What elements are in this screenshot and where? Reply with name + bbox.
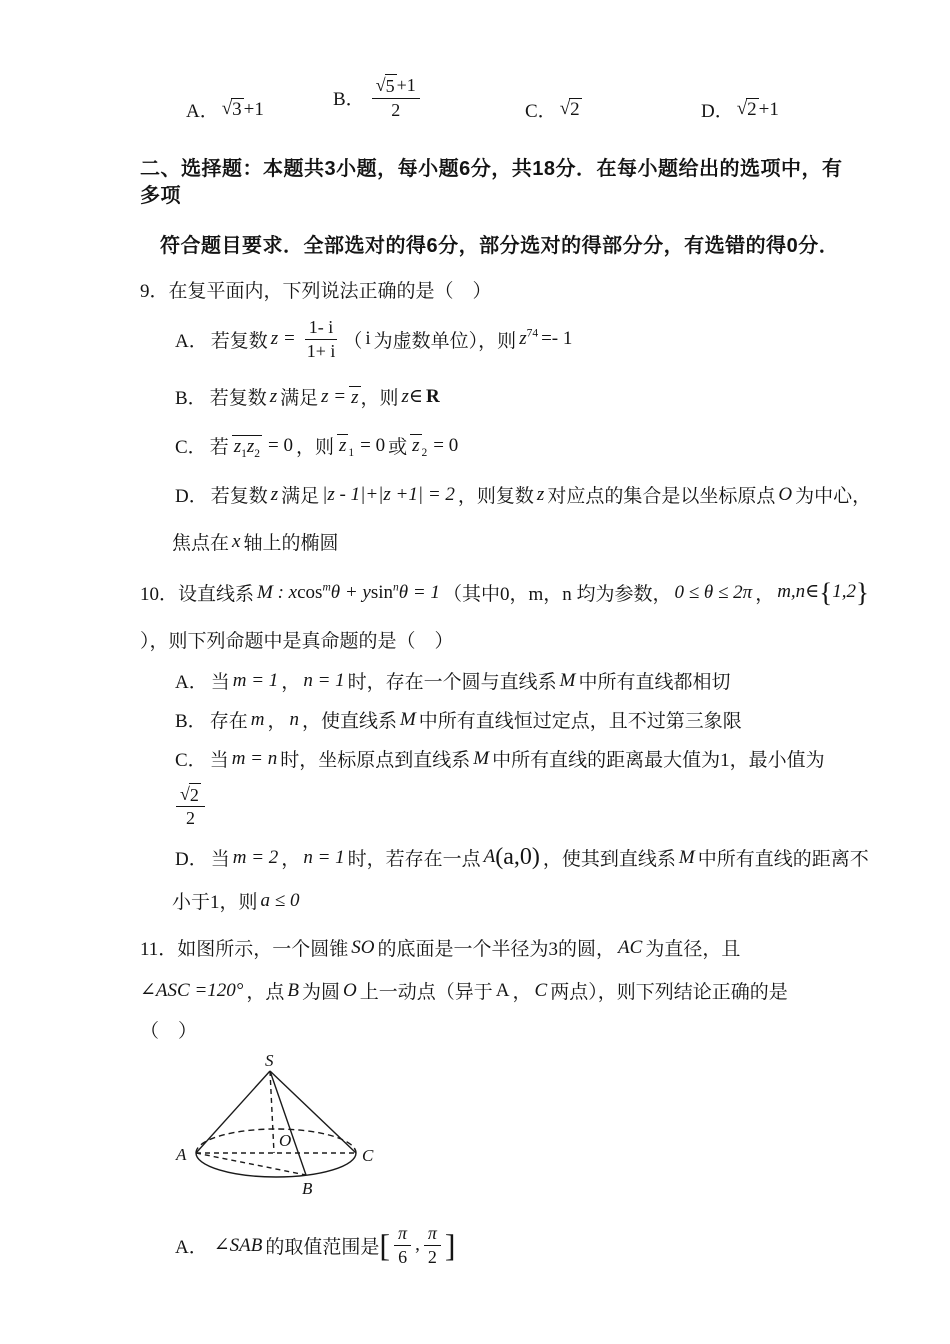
cos-function: cos bbox=[297, 581, 323, 603]
fraction-numerator: π bbox=[394, 1222, 411, 1246]
fraction-sqrt2-over-2 bbox=[176, 783, 205, 830]
subscript: 1 bbox=[241, 447, 247, 460]
text-run: 时，若存在一点 bbox=[347, 849, 481, 870]
q10-option-b bbox=[172, 706, 856, 733]
math-token: θ = 1 bbox=[398, 581, 440, 603]
math-tail: +1 bbox=[243, 98, 264, 120]
q10-option-d-wrap bbox=[172, 887, 856, 914]
fraction-pi-over-6 bbox=[394, 1222, 411, 1268]
radical-sign: √ bbox=[221, 98, 233, 119]
radicand: 3 bbox=[232, 99, 242, 120]
text-run: 10．设直线系 bbox=[140, 584, 255, 605]
system-M: M bbox=[473, 747, 490, 769]
math-token: z = bbox=[270, 328, 296, 349]
math-token: i bbox=[365, 328, 371, 349]
variable-z: z bbox=[269, 385, 278, 407]
ellipse-back-arc bbox=[196, 1129, 356, 1153]
variable-z: z bbox=[536, 483, 545, 505]
option-label: B． bbox=[333, 89, 365, 110]
angle-SAB: ∠SAB bbox=[213, 1234, 263, 1256]
radical-sign: √ bbox=[559, 98, 571, 119]
right-brace: } bbox=[855, 577, 869, 608]
text-run: 存在 bbox=[209, 711, 248, 732]
text-run: 为中心， bbox=[795, 486, 872, 507]
text-run: （ bbox=[343, 330, 363, 352]
conjugate-z1 bbox=[337, 434, 354, 457]
text-run: 为虚数单位），则 bbox=[373, 330, 517, 352]
text-run: 当 bbox=[210, 672, 230, 693]
text-run: ， bbox=[512, 982, 532, 1003]
text-run: 时，存在一个圆与直线系 bbox=[347, 672, 557, 693]
edge-SA bbox=[196, 1071, 270, 1153]
variable-z: z bbox=[246, 435, 255, 457]
text-run: 中所有直线的距离最大值为1，最小值为 bbox=[492, 750, 825, 771]
q10-option-d bbox=[172, 844, 869, 871]
option-label: D． bbox=[175, 486, 208, 507]
text-run: 若复数 bbox=[210, 330, 268, 352]
text-run: 若 bbox=[209, 437, 229, 458]
math-token: m = 1 bbox=[232, 669, 279, 691]
text-run: 时，坐标原点到直线系 bbox=[280, 750, 471, 771]
system-M: M bbox=[678, 846, 695, 868]
ellipse-front-arc bbox=[196, 1153, 356, 1177]
cone-figure bbox=[158, 1053, 408, 1205]
text-run: ，则 bbox=[295, 437, 334, 458]
point-C: C bbox=[534, 979, 548, 1001]
cone-figure-container bbox=[158, 1053, 856, 1211]
point-O: O bbox=[343, 979, 357, 1001]
math-token: n bbox=[289, 708, 299, 730]
question10-stem-line2: ），则下列命题中是真命题的是（ ） bbox=[140, 631, 454, 652]
radicand: 2 bbox=[570, 99, 580, 120]
fraction-numerator: π bbox=[424, 1222, 441, 1246]
text-run: ， bbox=[755, 584, 775, 605]
text-run: 中所有直线都相切 bbox=[578, 672, 731, 693]
question9-options bbox=[140, 313, 872, 555]
radical-sign: √ bbox=[375, 75, 386, 95]
math-token: = 0 bbox=[268, 434, 293, 456]
text-run: 满足 bbox=[280, 388, 319, 409]
question11-options bbox=[140, 1219, 856, 1271]
text-run: 当 bbox=[209, 750, 229, 771]
math-token: m = n bbox=[231, 747, 278, 769]
section2-heading-line1: 二、选择题：本题共3小题，每小题6分，共18分．在每小题给出的选项中，有多项 bbox=[140, 158, 843, 207]
point-A bbox=[484, 846, 540, 869]
math-token: M : x bbox=[257, 581, 298, 603]
left-bracket: [ bbox=[379, 1226, 391, 1263]
fraction-denominator: 2 bbox=[427, 1246, 437, 1267]
math-token: n = 1 bbox=[303, 669, 345, 691]
variable-z: z bbox=[519, 328, 527, 349]
sqrt-expression bbox=[376, 74, 397, 98]
text-run: 为直径，且 bbox=[645, 939, 741, 960]
text-run: 若复数 bbox=[209, 388, 267, 409]
math-token: n = 1 bbox=[303, 846, 345, 868]
fraction-denominator: 1+ i bbox=[306, 340, 336, 361]
text-run: 两点），则下列结论正确的是 bbox=[550, 982, 788, 1003]
option-label: A． bbox=[186, 101, 219, 122]
variable-z: z bbox=[233, 435, 242, 457]
sqrt-expression bbox=[737, 98, 759, 121]
section2-heading-line2: 符合题目要求．全部选对的得6分，部分选对的得部分分，有选错的得0分． bbox=[160, 235, 840, 257]
axis-SO bbox=[270, 1071, 274, 1153]
diameter-AC: AC bbox=[618, 936, 643, 958]
q8-option-c bbox=[522, 96, 582, 123]
conjugate-product bbox=[232, 435, 262, 460]
question10-stem bbox=[140, 577, 869, 608]
text-run: 若复数 bbox=[210, 486, 268, 507]
option-label: C． bbox=[525, 101, 557, 122]
chord-AB bbox=[196, 1153, 306, 1175]
right-bracket: ] bbox=[444, 1226, 456, 1263]
q11-option-a bbox=[172, 1219, 856, 1271]
sin-function: sin bbox=[370, 581, 394, 603]
text-run: 或 bbox=[388, 437, 408, 458]
question10-options bbox=[140, 667, 869, 914]
fraction-denominator: 6 bbox=[398, 1246, 408, 1267]
radicand: 5 bbox=[385, 76, 395, 96]
option-label: A． bbox=[175, 1236, 208, 1258]
coordinates: (a,0) bbox=[495, 844, 540, 871]
option-label: D． bbox=[701, 101, 734, 122]
question8-options-row bbox=[0, 74, 950, 140]
theta-range: 0 ≤ θ ≤ 2π bbox=[674, 581, 753, 603]
option-label: C． bbox=[175, 750, 207, 771]
math-token: |z - 1|+|z +1| = 2 bbox=[322, 483, 455, 505]
text-run: 满足 bbox=[281, 486, 320, 507]
math-token: m = 2 bbox=[232, 846, 279, 868]
math-token: m bbox=[250, 708, 265, 730]
text-run: 焦点在 bbox=[172, 533, 230, 554]
text-run: 当 bbox=[210, 849, 230, 870]
line-system-formula bbox=[257, 582, 440, 604]
variable-x: x bbox=[232, 530, 241, 552]
math-token: θ + y bbox=[330, 581, 371, 603]
math-tail: +1 bbox=[758, 98, 779, 120]
text-run: 为圆 bbox=[302, 982, 341, 1003]
text-run: ， bbox=[267, 711, 287, 732]
exponent-n: n bbox=[393, 581, 399, 594]
subscript: 1 bbox=[348, 446, 355, 459]
radicand: 2 bbox=[189, 784, 199, 805]
option-label: B． bbox=[175, 711, 207, 732]
fraction-numerator bbox=[372, 74, 420, 99]
label-A: A bbox=[176, 1145, 187, 1164]
fraction bbox=[372, 74, 420, 121]
text-run: ， bbox=[281, 672, 301, 693]
math-token: a ≤ 0 bbox=[260, 889, 300, 911]
text-run: 上一动点（异于 bbox=[359, 982, 493, 1003]
radical-sign: √ bbox=[180, 783, 190, 804]
fraction-numerator: 1- i bbox=[305, 316, 338, 340]
sqrt-expression bbox=[222, 98, 244, 121]
label-B: B bbox=[302, 1179, 313, 1198]
interval-comma: , bbox=[415, 1234, 420, 1255]
q8-option-d bbox=[698, 96, 779, 123]
option-label: D． bbox=[175, 849, 208, 870]
exam-page-content bbox=[140, 156, 872, 1271]
q9-option-c bbox=[172, 432, 856, 459]
left-brace: { bbox=[819, 577, 833, 608]
text-run: ，则 bbox=[360, 388, 399, 409]
fraction-numerator bbox=[176, 783, 205, 808]
math-token: z = bbox=[321, 385, 347, 407]
math-token: = 0 bbox=[360, 434, 386, 456]
radicand: 2 bbox=[747, 99, 757, 120]
text-run: ，点 bbox=[246, 982, 285, 1003]
math-token: z∈ bbox=[401, 386, 423, 407]
conjugate-z: z bbox=[339, 435, 347, 456]
angle-ASC: ∠ASC =120° bbox=[140, 980, 244, 1001]
q9-option-a bbox=[172, 313, 856, 365]
text-run: 中所有直线恒过定点，且不过第三象限 bbox=[418, 711, 742, 732]
conjugate-z: z bbox=[351, 386, 359, 408]
exponent-m: m bbox=[322, 581, 331, 594]
label-S: S bbox=[265, 1053, 274, 1070]
option-label: A． bbox=[175, 330, 208, 352]
point-B: B bbox=[287, 979, 299, 1001]
q8-option-b bbox=[330, 74, 424, 121]
q10-option-c bbox=[172, 745, 856, 772]
cone-SO: SO bbox=[351, 936, 375, 958]
edge-SB bbox=[270, 1071, 306, 1175]
math-token: =- 1 bbox=[541, 328, 573, 349]
set-R-symbol: R bbox=[425, 385, 440, 407]
sqrt-expression bbox=[180, 783, 201, 807]
label-O: O bbox=[279, 1131, 292, 1150]
variable-z: z bbox=[270, 483, 279, 505]
q10-option-c-fraction-line bbox=[172, 780, 856, 832]
option-label: B． bbox=[175, 388, 207, 409]
fraction bbox=[303, 316, 340, 362]
question11-answer-parens: （ ） bbox=[140, 1021, 198, 1042]
label-C: C bbox=[362, 1146, 374, 1165]
exponent: 74 bbox=[526, 327, 539, 340]
option-label: A． bbox=[175, 672, 208, 693]
text-run: （其中0，m，n 均为参数， bbox=[442, 584, 672, 605]
system-M: M bbox=[399, 708, 416, 730]
q9-option-b bbox=[172, 383, 856, 410]
conjugate-z2 bbox=[410, 434, 427, 457]
text-run: ，则复数 bbox=[457, 486, 534, 507]
mn-membership bbox=[777, 577, 869, 608]
conjugate-z: z bbox=[412, 435, 420, 456]
text-run: ， bbox=[281, 849, 301, 870]
fraction-pi-over-2 bbox=[424, 1222, 441, 1268]
text-run: 小于1，则 bbox=[172, 892, 258, 913]
fraction-denominator: 2 bbox=[391, 99, 401, 120]
sqrt-expression bbox=[560, 98, 582, 121]
question9-stem: 9．在复平面内，下列说法正确的是（ ） bbox=[140, 281, 492, 302]
point-O: O bbox=[778, 483, 793, 505]
fraction-denominator: 2 bbox=[185, 808, 195, 828]
text-run: 11．如图所示，一个圆锥 bbox=[140, 939, 349, 960]
q8-option-a bbox=[183, 96, 264, 123]
question11-stem-line1 bbox=[140, 934, 856, 961]
math-tail: +1 bbox=[396, 75, 416, 95]
variable-A: A bbox=[483, 846, 496, 868]
text-run: 轴上的椭圆 bbox=[243, 533, 339, 554]
math-token: m,n∈ bbox=[777, 581, 820, 603]
system-M: M bbox=[559, 669, 576, 691]
text-run: 中所有直线的距离不 bbox=[697, 849, 869, 870]
text-run: 的底面是一个半径为3的圆， bbox=[377, 939, 616, 960]
text-run: ，使直线系 bbox=[301, 711, 397, 732]
q9-option-d-wrap bbox=[172, 528, 856, 555]
subscript: 2 bbox=[421, 446, 428, 459]
subscript: 2 bbox=[254, 447, 261, 460]
point-A: A bbox=[495, 979, 510, 1001]
math-token: = 0 bbox=[433, 434, 459, 456]
math-token bbox=[519, 328, 538, 350]
option-label: C． bbox=[175, 437, 207, 458]
set-contents: 1,2 bbox=[832, 581, 856, 603]
question11-stem-line2 bbox=[140, 977, 856, 1004]
q10-option-a bbox=[172, 667, 856, 694]
text-run: ，使其到直线系 bbox=[542, 849, 676, 870]
radical-sign: √ bbox=[736, 98, 748, 119]
q9-option-d bbox=[172, 481, 872, 508]
text-run: 的取值范围是 bbox=[265, 1236, 380, 1258]
text-run: 对应点的集合是以坐标原点 bbox=[547, 486, 776, 507]
